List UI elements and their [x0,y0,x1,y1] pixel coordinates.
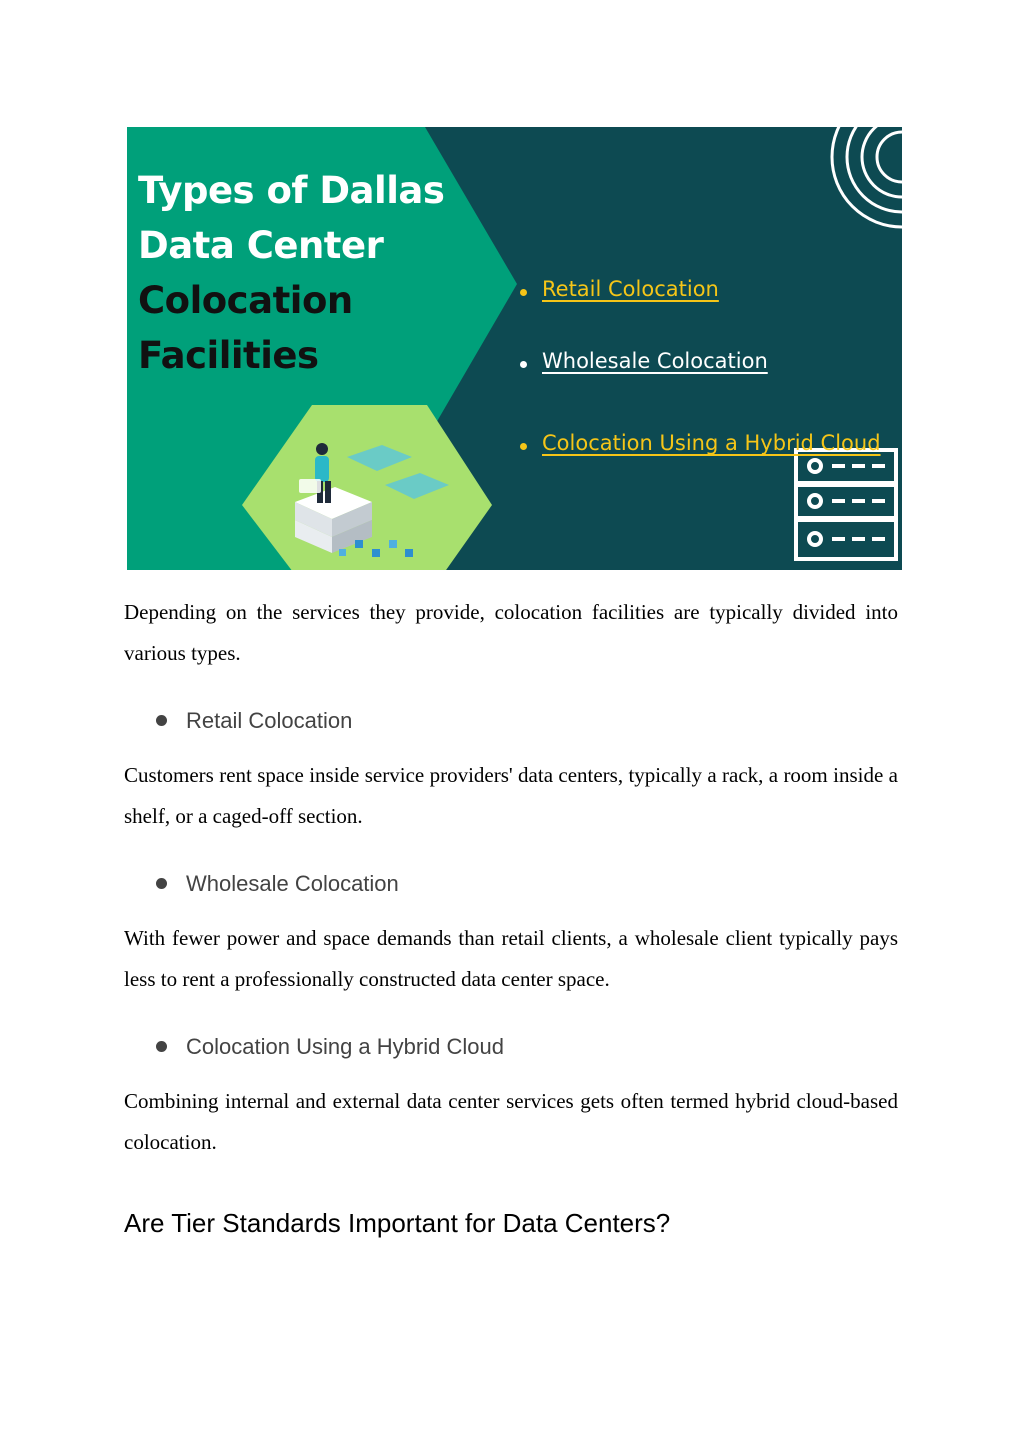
banner-title [138,163,444,383]
banner-link-retail[interactable]: Retail Colocation [512,277,881,301]
banner-image [127,127,902,570]
banner-link-list [512,277,881,455]
banner-title-line-2: Data Center [138,224,384,267]
bullet-wholesale [156,871,399,897]
bullet-wholesale-label: Wholesale Colocation [186,871,399,896]
bullet-retail [156,708,352,734]
banner-title-line-4: Facilities [138,334,319,377]
banner-link-wholesale[interactable]: Wholesale Colocation [512,349,881,373]
bullet-dot-icon [156,878,167,889]
bullet-dot-icon [156,715,167,726]
hybrid-paragraph: Combining internal and external data center services gets often termed hybrid cloud-based colocation. [124,1089,898,1154]
retail-paragraph: Customers rent space inside service providers' data centers, typically a rack, a room inside a shelf, or a caged-off section. [124,763,898,828]
banner-link-hybrid[interactable]: Colocation Using a Hybrid Cloud [512,431,881,455]
concentric-arcs-icon [832,127,902,227]
wholesale-paragraph: With fewer power and space demands than retail clients, a wholesale client typically pays less to rent a professionally constructed data center space. [124,926,898,991]
bullet-dot-icon [156,1041,167,1052]
bullet-hybrid-label: Colocation Using a Hybrid Cloud [186,1034,504,1059]
intro-paragraph: Depending on the services they provide, colocation facilities are typically divided into various types. [124,600,898,665]
bullet-retail-label: Retail Colocation [186,708,353,733]
banner-title-line-1: Types of Dallas [138,169,445,212]
server-rack-icon [796,450,896,559]
bullet-hybrid [156,1034,504,1060]
banner-title-line-3: Colocation [138,279,353,322]
section-heading: Are Tier Standards Important for Data Centers? [124,1208,671,1238]
